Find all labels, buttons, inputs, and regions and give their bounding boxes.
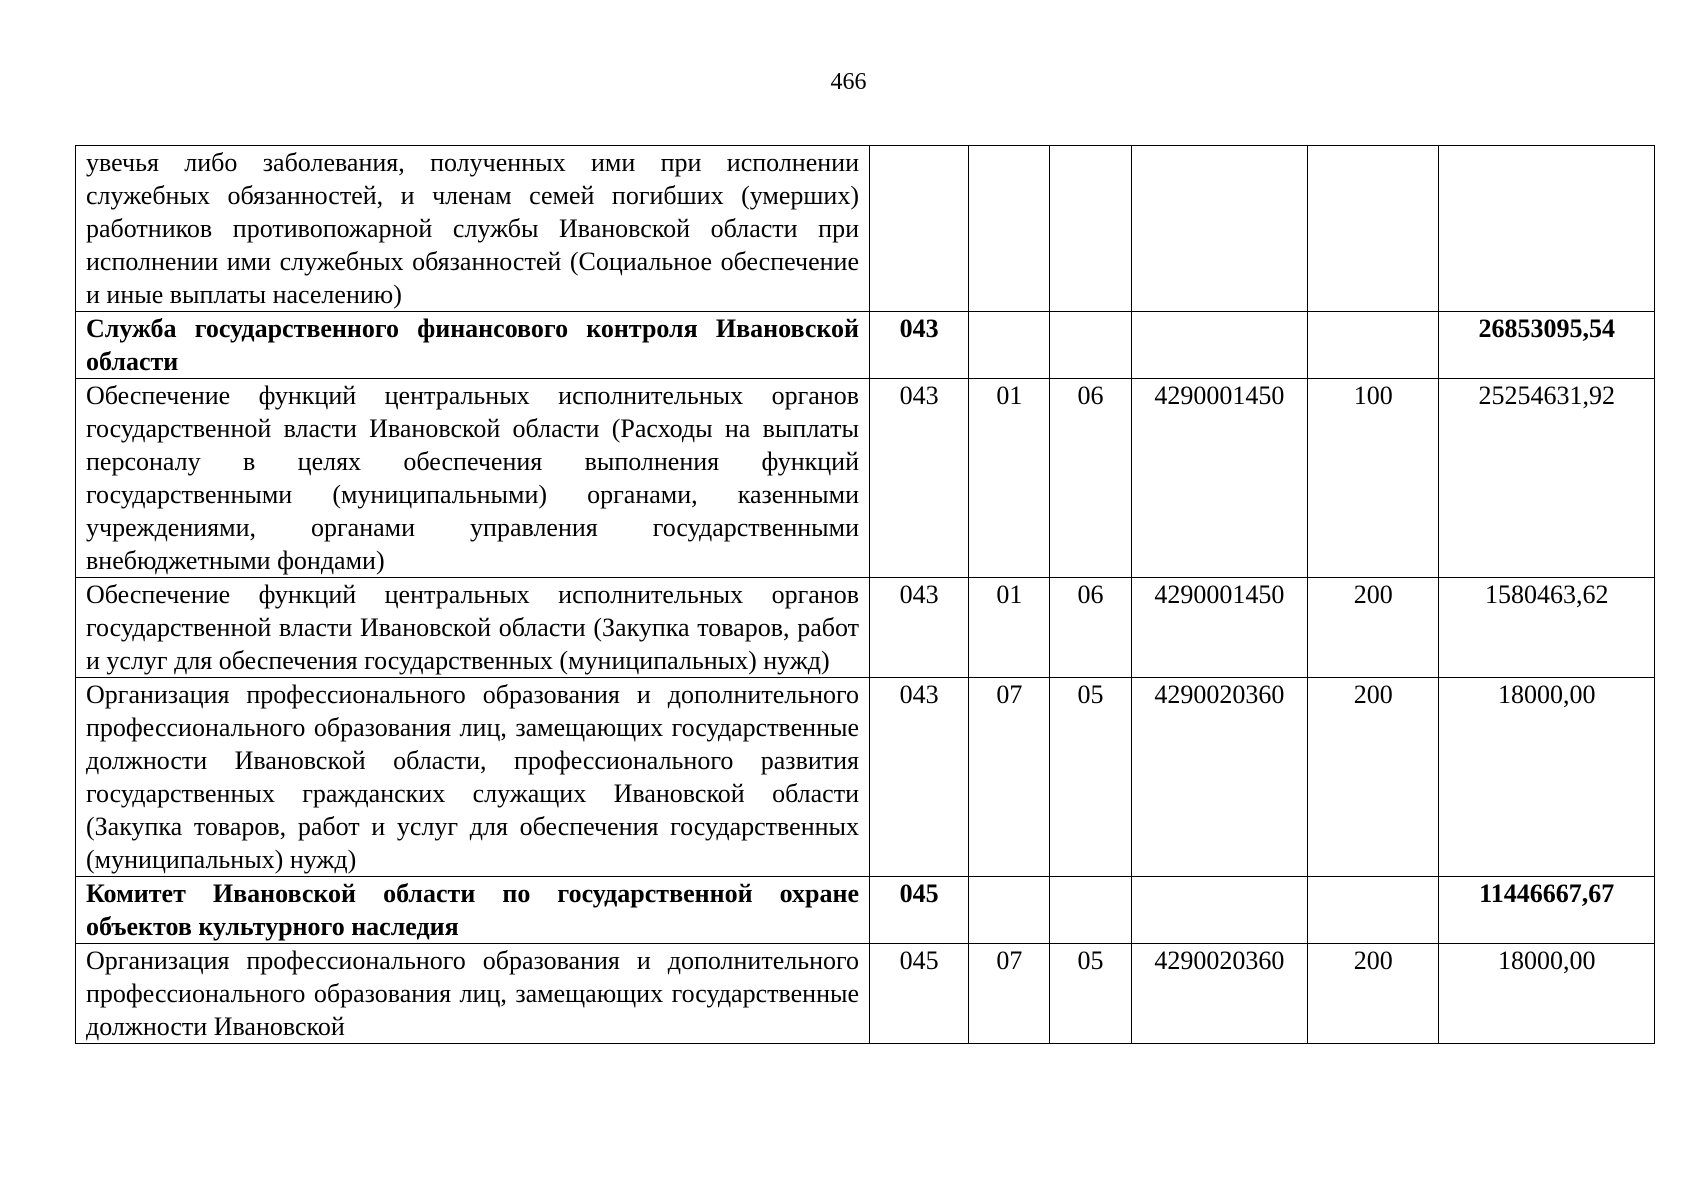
row-expense-type-code	[1308, 877, 1439, 944]
row-section-code	[969, 877, 1050, 944]
row-amount: 18000,00	[1439, 678, 1655, 877]
row-department-code: 045	[870, 944, 969, 1044]
row-section-code: 01	[969, 578, 1050, 678]
row-target-article-code	[1131, 146, 1307, 312]
row-amount: 26853095,54	[1439, 312, 1655, 379]
row-description: Обеспечение функций центральных исполнительных органов государственной власти Ивановской области (Расходы на выплаты персоналу в целях обеспечения выполнения функций государственными (муниципальными) органами, казенными учреждениями, органами управления государственными внебюджетными фондами)	[76, 379, 870, 578]
row-expense-type-code	[1308, 312, 1439, 379]
row-department-code: 045	[870, 877, 969, 944]
row-department-code	[870, 146, 969, 312]
row-amount: 11446667,67	[1439, 877, 1655, 944]
row-amount: 25254631,92	[1439, 379, 1655, 578]
row-subsection-code: 05	[1050, 678, 1131, 877]
row-section-code: 07	[969, 678, 1050, 877]
row-section-code: 07	[969, 944, 1050, 1044]
row-department-code: 043	[870, 578, 969, 678]
row-description: Обеспечение функций центральных исполнительных органов государственной власти Ивановской области (Закупка товаров, работ и услуг для обеспечения государственных (муниципальных) нужд)	[76, 578, 870, 678]
row-subsection-code: 06	[1050, 578, 1131, 678]
row-target-article-code: 4290020360	[1131, 678, 1307, 877]
row-target-article-code	[1131, 877, 1307, 944]
row-target-article-code: 4290020360	[1131, 944, 1307, 1044]
row-description: Организация профессионального образования и дополнительного профессионального образования лиц, замещающих государственные должности Ивановской	[76, 944, 870, 1044]
row-target-article-code	[1131, 312, 1307, 379]
table-row	[76, 678, 1655, 877]
row-expense-type-code: 200	[1308, 578, 1439, 678]
row-subsection-code: 05	[1050, 944, 1131, 1044]
row-expense-type-code: 200	[1308, 944, 1439, 1044]
row-department-code: 043	[870, 678, 969, 877]
row-department-code: 043	[870, 312, 969, 379]
row-section-code	[969, 146, 1050, 312]
row-section-code	[969, 312, 1050, 379]
row-section-code: 01	[969, 379, 1050, 578]
row-amount	[1439, 146, 1655, 312]
row-description: Комитет Ивановской области по государственной охране объектов культурного наследия	[76, 877, 870, 944]
table-row	[76, 312, 1655, 379]
table-row	[76, 944, 1655, 1044]
table-row	[76, 877, 1655, 944]
row-department-code: 043	[870, 379, 969, 578]
row-subsection-code: 06	[1050, 379, 1131, 578]
row-amount: 18000,00	[1439, 944, 1655, 1044]
row-expense-type-code: 100	[1308, 379, 1439, 578]
row-target-article-code: 4290001450	[1131, 379, 1307, 578]
row-expense-type-code	[1308, 146, 1439, 312]
row-description: Организация профессионального образования и дополнительного профессионального образования лиц, замещающих государственные должности Ивановской области, профессионального развития государственных гражданских служащих Ивановской области (Закупка товаров, работ и услуг для обеспечения государственных (муниципальных) нужд)	[76, 678, 870, 877]
row-amount: 1580463,62	[1439, 578, 1655, 678]
table-row	[76, 146, 1655, 312]
budget-table	[75, 145, 1655, 1044]
page-number: 466	[830, 69, 867, 95]
row-subsection-code	[1050, 877, 1131, 944]
row-subsection-code	[1050, 146, 1131, 312]
row-description: увечья либо заболевания, полученных ими при исполнении служебных обязанностей, и членам семей погибших (умерших) работников противопожарной службы Ивановской области при исполнении ими служебных обязанностей (Социальное обеспечение и иные выплаты населению)	[76, 146, 870, 312]
row-target-article-code: 4290001450	[1131, 578, 1307, 678]
row-expense-type-code: 200	[1308, 678, 1439, 877]
row-description: Служба государственного финансового контроля Ивановской области	[76, 312, 870, 379]
table-row	[76, 578, 1655, 678]
table-row	[76, 379, 1655, 578]
row-subsection-code	[1050, 312, 1131, 379]
